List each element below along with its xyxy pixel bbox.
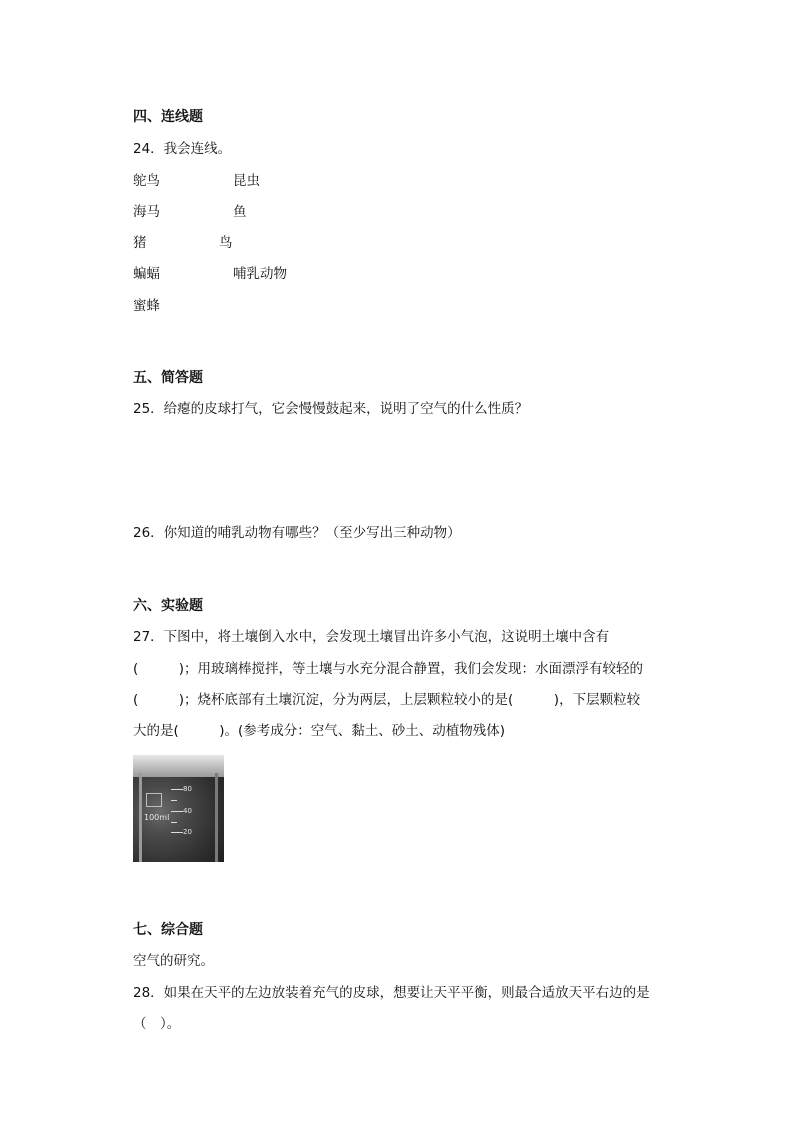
beaker-mark-label: 80 (183, 785, 192, 793)
beaker-photo (133, 755, 224, 862)
section-intro: 空气的研究。 (133, 953, 214, 969)
left-item: 鸵鸟 (133, 173, 160, 189)
left-item: 蜜蜂 (133, 298, 160, 314)
right-item: 鸟 (219, 235, 233, 251)
question-27-line: 大的是( )。(参考成分：空气、黏土、砂土、动植物残体) (133, 723, 506, 739)
question-28-line: （ ）。 (133, 1016, 181, 1032)
section-heading: 六、实验题 (133, 598, 203, 614)
question-27-line: ( )；用玻璃棒搅拌，等土壤与水充分混合静置，我们会发现：水面漂浮有较轻的 (133, 661, 644, 677)
section-heading: 四、连线题 (133, 109, 203, 125)
beaker-mark-label: 20 (183, 828, 192, 836)
beaker-label-box (146, 793, 162, 807)
left-item: 猪 (133, 235, 147, 251)
question-24: 24．我会连线。 (133, 141, 232, 157)
beaker-volume-label: 100ml (144, 813, 170, 822)
question-27-line: ( )；烧杯底部有土壤沉淀，分为两层，上层颗粒较小的是( )，下层颗粒较 (133, 692, 641, 708)
right-item: 鱼 (233, 204, 247, 220)
question-25: 25．给瘪的皮球打气，它会慢慢鼓起来，说明了空气的什么性质？ (133, 401, 529, 417)
question-26: 26．你知道的哺乳动物有哪些？（至少写出三种动物） (133, 525, 461, 541)
question-28-line: 28．如果在天平的左边放装着充气的皮球，想要让天平平衡，则最合适放天平右边的是 (133, 985, 650, 1001)
question-27-line: 27．下图中，将土壤倒入水中，会发现土壤冒出许多小气泡，这说明土壤中含有 (133, 629, 610, 645)
right-item: 哺乳动物 (233, 266, 287, 282)
right-item: 昆虫 (233, 173, 260, 189)
section-heading: 七、综合题 (133, 922, 203, 938)
section-heading: 五、简答题 (133, 370, 203, 386)
left-item: 蝙蝠 (133, 266, 160, 282)
left-item: 海马 (133, 204, 160, 220)
beaker-mark-label: 40 (183, 807, 192, 815)
